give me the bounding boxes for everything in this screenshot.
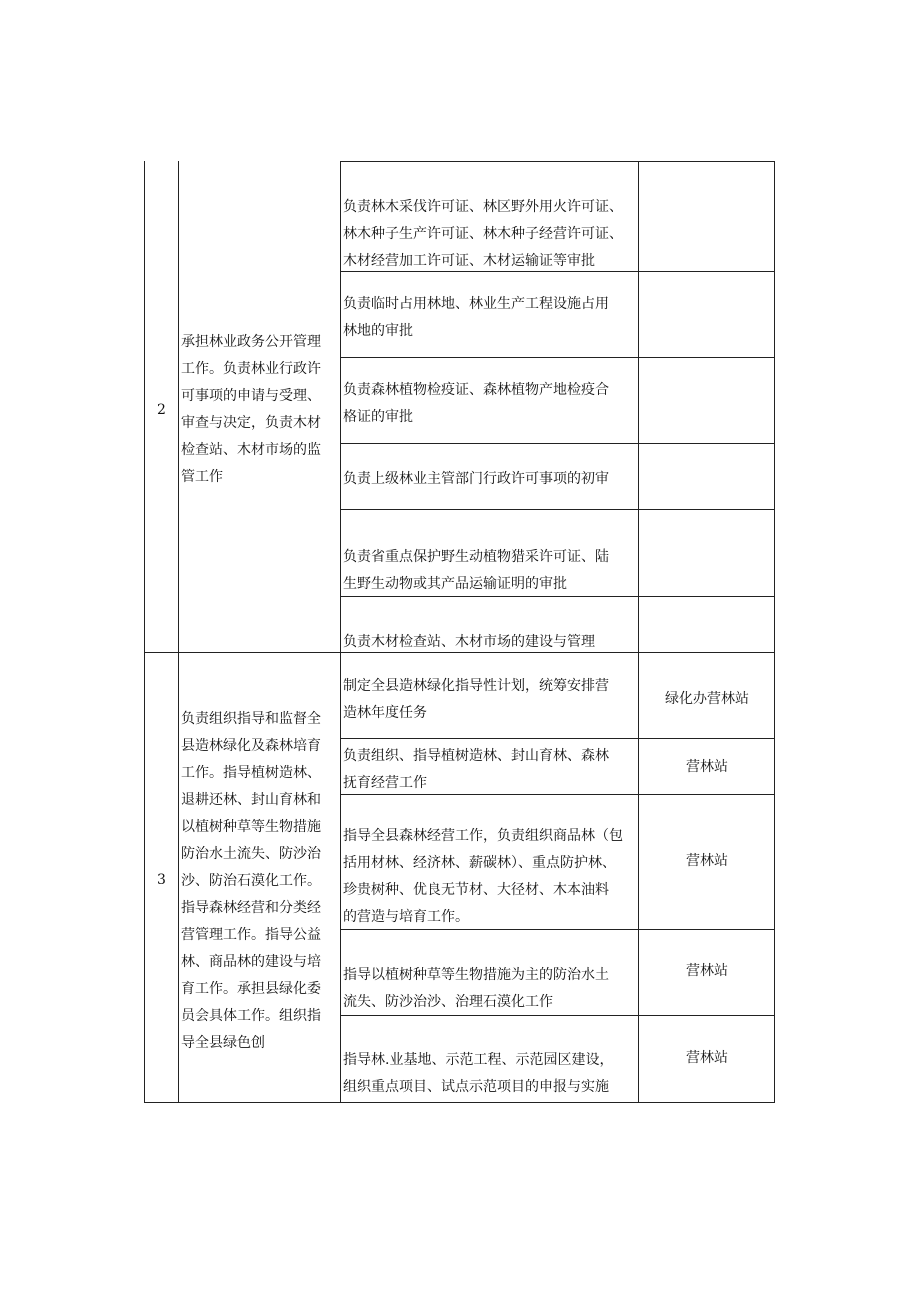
task-line: 负责木材检查站、木材市场的建设与管理 <box>343 634 595 650</box>
table-border-bottom <box>144 1102 775 1103</box>
task-line: 负责省重点保护野生动植物猎采许可证、陆 <box>343 549 609 565</box>
task-line: 负责临时占用林地、林业生产工程设施占用 <box>343 296 609 312</box>
task-line: 负责森林植物检疫证、森林植物产地检疫合 <box>343 382 609 398</box>
responsible-unit: 营林站 <box>686 963 728 979</box>
responsible-unit: 营林站 <box>686 853 728 869</box>
task-line: 括用材林、经济林、薪碳林）、重点防护林、 <box>343 855 616 871</box>
task-line: 指导林.业基地、示范工程、示范园区建设， <box>343 1052 614 1068</box>
description-line: 负责组织指导和监督全 <box>181 711 321 727</box>
responsible-unit: 营林站 <box>686 759 728 775</box>
task-line: 负责上级林业主管部门行政许可事项的初审 <box>343 471 609 487</box>
task-line: 指导以植树种草等生物措施为主的防治水土 <box>343 967 609 983</box>
task-line: 的营造与培育工作。 <box>343 909 469 925</box>
task-line: 抚育经营工作 <box>343 775 427 791</box>
row-line <box>340 357 775 358</box>
row-line <box>340 443 775 444</box>
description-line: 沙、防治石漠化工作。 <box>181 873 321 889</box>
task-line: 指导全县森林经营工作，负责组织商品林（包 <box>343 828 623 844</box>
table-border-left <box>144 161 145 1103</box>
task-line: 林地的审批 <box>343 323 413 339</box>
description-line: 县造林绿化及森林培育 <box>181 738 321 754</box>
row-line <box>340 1015 775 1016</box>
description-line: 防治水土流失、防沙治 <box>181 846 321 862</box>
task-line: 珍贵树种、优良无节材、大径材、木本油料 <box>343 882 609 898</box>
description-line: 员会具体工作。组织指 <box>181 1008 321 1024</box>
task-line: 造林年度任务 <box>343 705 427 721</box>
description-line: 管工作 <box>181 469 223 485</box>
description-line: 指导森林经营和分类经 <box>181 900 321 916</box>
task-line: 木材经营加工许可证、木材运输证等审批 <box>343 253 595 269</box>
description-line: 以植树种草等生物措施 <box>181 819 321 835</box>
task-line: 制定全县造林绿化指导性计划，统筹安排营 <box>343 678 609 694</box>
task-line: 生野生动物或其产品运输证明的审批 <box>343 576 567 592</box>
responsible-unit: 绿化办营林站 <box>665 691 749 707</box>
section-number: 3 <box>157 872 166 888</box>
description-line: 承担林业政务公开管理 <box>181 334 321 350</box>
description-line: 工作。负责林业行政许 <box>181 361 321 377</box>
table-divider-number <box>178 161 179 1103</box>
description-line: 退耕还林、封山育林和 <box>181 792 321 808</box>
row-line <box>340 509 775 510</box>
row-line <box>340 161 775 162</box>
section-number: 2 <box>157 402 166 418</box>
description-line: 工作。指导植树造林、 <box>181 765 321 781</box>
description-line: 林、商品林的建设与培 <box>181 954 321 970</box>
description-line: 育工作。承担县绿化委 <box>181 981 321 997</box>
task-line: 林木种子生产许可证、林木种子经营许可证、 <box>343 226 623 242</box>
responsible-unit: 营林站 <box>686 1050 728 1066</box>
task-line: 流失、防沙治沙、治理石漠化工作 <box>343 994 553 1010</box>
description-line: 营管理工作。指导公益 <box>181 927 321 943</box>
description-line: 检查站、木材市场的监 <box>181 442 321 458</box>
description-line: 审查与决定，负责木材 <box>181 415 321 431</box>
description-line: 可事项的申请与受理、 <box>181 388 321 404</box>
row-line <box>340 738 775 739</box>
description-line: 导全县绿色创 <box>181 1035 265 1051</box>
task-line: 负责林木采伐许可证、林区野外用火许可证、 <box>343 199 623 215</box>
task-line: 组织重点项目、试点示范项目的申报与实施 <box>343 1079 609 1095</box>
task-line: 负责组织、指导植树造林、封山育林、森林 <box>343 748 609 764</box>
task-line: 格证的审批 <box>343 409 413 425</box>
